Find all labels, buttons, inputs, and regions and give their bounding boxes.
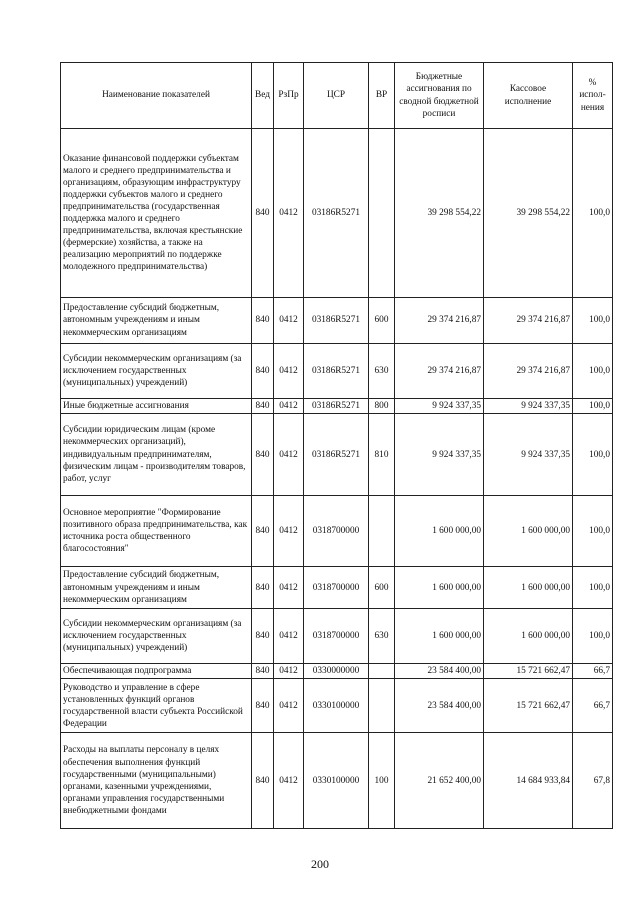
row-ved: 840 [252, 129, 274, 298]
row-percent: 100,0 [573, 129, 613, 298]
row-vr: 630 [369, 344, 395, 399]
table-row [61, 679, 613, 733]
header-name: Наименование показателей [61, 63, 252, 129]
header-percent: % испол-нения [573, 63, 613, 129]
row-name: Иные бюджетные ассигнования [61, 399, 252, 414]
row-assigned: 1 600 000,00 [395, 496, 484, 567]
table-row [61, 609, 613, 664]
row-csr: 03186R5271 [304, 129, 369, 298]
row-vr [369, 679, 395, 733]
row-name: Основное мероприятие "Формирование позитивного образа предпринимательства, как источника роста общественного благосостояния" [61, 496, 252, 567]
row-csr: 0318700000 [304, 496, 369, 567]
row-assigned: 21 652 400,00 [395, 733, 484, 829]
row-csr: 03186R5271 [304, 399, 369, 414]
row-vr: 600 [369, 298, 395, 344]
table-row [61, 567, 613, 609]
row-rzpr: 0412 [274, 414, 304, 496]
row-vr: 100 [369, 733, 395, 829]
row-name: Оказание финансовой поддержки субъектам малого и среднего предпринимательства и организациям, образующим инфраструктуру поддержки субъектов малого и среднего предпринимательства (государственная поддержка малого и среднего предпринимательства, включая крестьянские (фермерские) хозяйства, а также на реализацию мероприятий по поддержке молодежного предпринимательства) [61, 129, 252, 298]
row-ved: 840 [252, 298, 274, 344]
row-vr: 810 [369, 414, 395, 496]
row-percent: 100,0 [573, 344, 613, 399]
table-row [61, 733, 613, 829]
row-ved: 840 [252, 664, 274, 679]
row-csr: 0318700000 [304, 567, 369, 609]
row-rzpr: 0412 [274, 496, 304, 567]
row-executed: 14 684 933,84 [484, 733, 573, 829]
row-ved: 840 [252, 679, 274, 733]
row-rzpr: 0412 [274, 609, 304, 664]
row-assigned: 9 924 337,35 [395, 414, 484, 496]
row-name: Предоставление субсидий бюджетным, автономным учреждениям и иным некоммерческим организациям [61, 567, 252, 609]
row-percent: 100,0 [573, 609, 613, 664]
row-assigned: 23 584 400,00 [395, 679, 484, 733]
header-vr: ВР [369, 63, 395, 129]
row-assigned: 29 374 216,87 [395, 344, 484, 399]
row-executed: 29 374 216,87 [484, 298, 573, 344]
row-rzpr: 0412 [274, 399, 304, 414]
row-name: Предоставление субсидий бюджетным, автономным учреждениям и иным некоммерческим организациям [61, 298, 252, 344]
row-csr: 0330100000 [304, 733, 369, 829]
table-row [61, 298, 613, 344]
row-ved: 840 [252, 399, 274, 414]
row-rzpr: 0412 [274, 679, 304, 733]
header-assigned: Бюджетные ассигнования по сводной бюджетной росписи [395, 63, 484, 129]
row-percent: 100,0 [573, 414, 613, 496]
row-vr: 630 [369, 609, 395, 664]
row-assigned: 1 600 000,00 [395, 609, 484, 664]
table-row [61, 344, 613, 399]
row-ved: 840 [252, 496, 274, 567]
row-executed: 9 924 337,35 [484, 399, 573, 414]
row-rzpr: 0412 [274, 664, 304, 679]
page-number: 200 [311, 857, 329, 871]
row-ved: 840 [252, 414, 274, 496]
row-executed: 15 721 662,47 [484, 679, 573, 733]
row-executed: 1 600 000,00 [484, 496, 573, 567]
row-assigned: 39 298 554,22 [395, 129, 484, 298]
row-vr: 600 [369, 567, 395, 609]
row-rzpr: 0412 [274, 129, 304, 298]
row-name: Расходы на выплаты персоналу в целях обеспечения выполнения функций государственными (муниципальными) органами, казенными учреждениями, органами управления государственными внебюджетными фондами [61, 733, 252, 829]
row-percent: 100,0 [573, 496, 613, 567]
row-csr: 0318700000 [304, 609, 369, 664]
row-executed: 1 600 000,00 [484, 609, 573, 664]
row-vr [369, 664, 395, 679]
row-assigned: 29 374 216,87 [395, 298, 484, 344]
row-percent: 67,8 [573, 733, 613, 829]
row-name: Субсидии юридическим лицам (кроме некоммерческих организаций), индивидуальным предпринимателям, физическим лицам - производителям товаров, работ, услуг [61, 414, 252, 496]
header-ved: Вед [252, 63, 274, 129]
row-csr: 03186R5271 [304, 344, 369, 399]
row-name: Субсидии некоммерческим организациям (за исключением государственных (муниципальных) учреждений) [61, 609, 252, 664]
row-assigned: 9 924 337,35 [395, 399, 484, 414]
row-executed: 15 721 662,47 [484, 664, 573, 679]
row-name: Обеспечивающая подпрограмма [61, 664, 252, 679]
row-executed: 1 600 000,00 [484, 567, 573, 609]
row-rzpr: 0412 [274, 733, 304, 829]
row-executed: 9 924 337,35 [484, 414, 573, 496]
row-ved: 840 [252, 567, 274, 609]
row-executed: 39 298 554,22 [484, 129, 573, 298]
budget-execution-table [60, 62, 613, 829]
row-vr [369, 129, 395, 298]
row-vr [369, 496, 395, 567]
header-csr: ЦСР [304, 63, 369, 129]
row-rzpr: 0412 [274, 344, 304, 399]
row-name: Субсидии некоммерческим организациям (за исключением государственных (муниципальных) учреждений) [61, 344, 252, 399]
table-header-row [61, 63, 613, 129]
row-assigned: 23 584 400,00 [395, 664, 484, 679]
row-vr: 800 [369, 399, 395, 414]
header-executed: Кассовое исполнение [484, 63, 573, 129]
row-percent: 100,0 [573, 399, 613, 414]
table-row [61, 399, 613, 414]
row-rzpr: 0412 [274, 298, 304, 344]
table-row [61, 496, 613, 567]
row-ved: 840 [252, 609, 274, 664]
header-rzpr: РзПр [274, 63, 304, 129]
table-row [61, 414, 613, 496]
row-csr: 0330000000 [304, 664, 369, 679]
row-percent: 100,0 [573, 298, 613, 344]
row-name: Руководство и управление в сфере установленных функций органов государственной власти субъекта Российской Федерации [61, 679, 252, 733]
row-ved: 840 [252, 733, 274, 829]
row-percent: 66,7 [573, 679, 613, 733]
row-ved: 840 [252, 344, 274, 399]
row-csr: 03186R5271 [304, 298, 369, 344]
row-executed: 29 374 216,87 [484, 344, 573, 399]
row-percent: 100,0 [573, 567, 613, 609]
row-csr: 0330100000 [304, 679, 369, 733]
row-csr: 03186R5271 [304, 414, 369, 496]
table-row [61, 664, 613, 679]
row-assigned: 1 600 000,00 [395, 567, 484, 609]
row-percent: 66,7 [573, 664, 613, 679]
row-rzpr: 0412 [274, 567, 304, 609]
table-row [61, 129, 613, 298]
